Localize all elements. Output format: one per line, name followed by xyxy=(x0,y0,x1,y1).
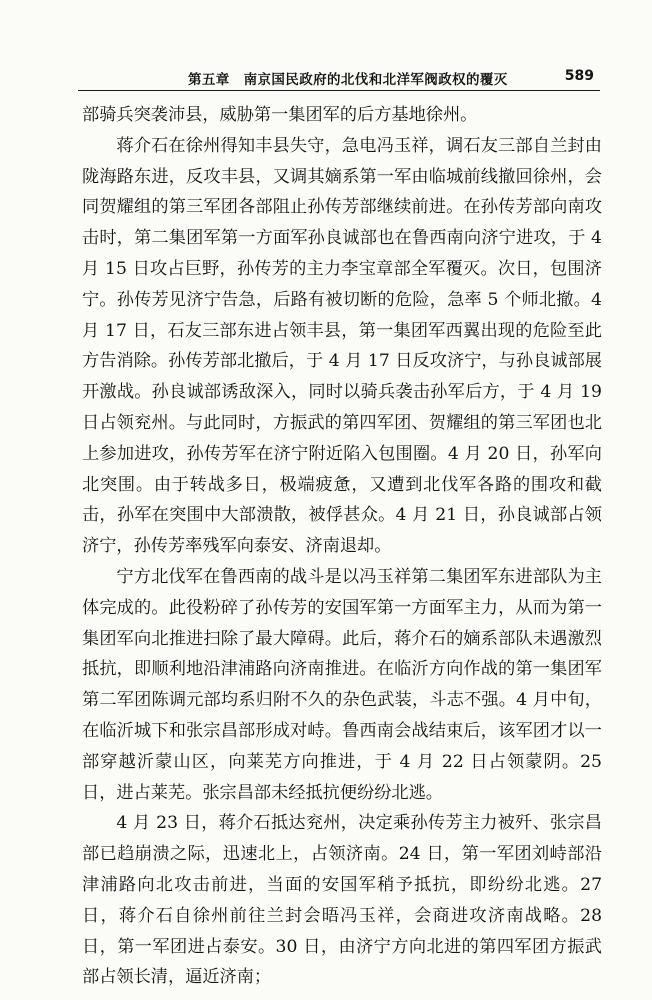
chapter-title: 第五章 南京国民政府的北伐和北洋军阀政权的覆灭 xyxy=(188,72,508,88)
body-text xyxy=(82,100,602,993)
paragraph: 蒋介石在徐州得知丰县失守，急电冯玉祥，调石友三部自兰封由陇海路东进，反攻丰县，又调其嫡系第一军由临城前线撤回徐州，会同贺耀组的第三军团各部阻止孙传芳部继续前进。在孙传芳部向南攻击时，第二集团军第一方面军孙良诚部也在鲁西南向济宁进攻，于 4 月 15 日攻占巨野，孙传芳的主力李宝章部全军覆灭。次日，包围济宁。孙传芳见济宁告急，后路有被切断的危险，急率 5 个师北撤。4 月 17 日，石友三部东进占领丰县，第一集团军西翼出现的危险至此方告消除。孙传芳部北撤后，于 4 月 17 日反攻济宁，与孙良诚部展开激战。孙良诚部诱敌深入，同时以骑兵袭击孙军后方，于 4 月 19 日占领兖州。与此同时，方振武的第四军团、贺耀组的第三军团也北上参加进攻，孙传芳军在济宁附近陷入包围圈。4 月 20 日，孙军向北突围。由于转战多日，极端疲惫，又遭到北伐军各路的围攻和截击，孙军在突围中大部溃散，被俘甚众。4 月 21 日，孙良诚部占领济宁，孙传芳率残军向泰安、济南退却。 xyxy=(82,135,602,557)
running-header xyxy=(78,56,600,91)
paragraph: 宁方北伐军在鲁西南的战斗是以冯玉祥第二集团军东进部队为主体完成的。此役粉碎了孙传芳的安国军第一方面军主力，从而为第一集团军向北推进扫除了最大障碍。此后，蒋介石的嫡系部队未遇激烈抵抗，即顺利地沿津浦路向济南推进。在临沂方向作战的第一集团军第二军团陈调元部均系归附不久的杂色武装，斗志不强。4 月中旬，在临沂城下和张宗昌部形成对峙。鲁西南会战结束后，该军团才以一部穿越沂蒙山区，向莱芜方向推进，于 4 月 22 日占领蒙阴。25 日，进占莱芜。张宗昌部未经抵抗便纷纷北逃。 xyxy=(82,566,602,803)
page-number: 589 xyxy=(564,68,594,84)
paragraph: 4 月 23 日，蒋介石抵达兖州，决定乘孙传芳主力被歼、张宗昌部已趋崩溃之际，迅速北上，占领济南。24 日，第一军团刘峙部沿津浦路向北攻击前进，当面的安国军稍予抵抗，即纷纷北逃。27 日，蒋介石自徐州前往兰封会晤冯玉祥，会商进攻济南战略。28 日，第一军团进占泰安。30 日，由济宁方向北进的第四军团方振武部占领长清，逼近济南； xyxy=(82,813,602,988)
paragraph-continued: 部骑兵突袭沛县，威胁第一集团军的后方基地徐州。 xyxy=(82,105,478,125)
